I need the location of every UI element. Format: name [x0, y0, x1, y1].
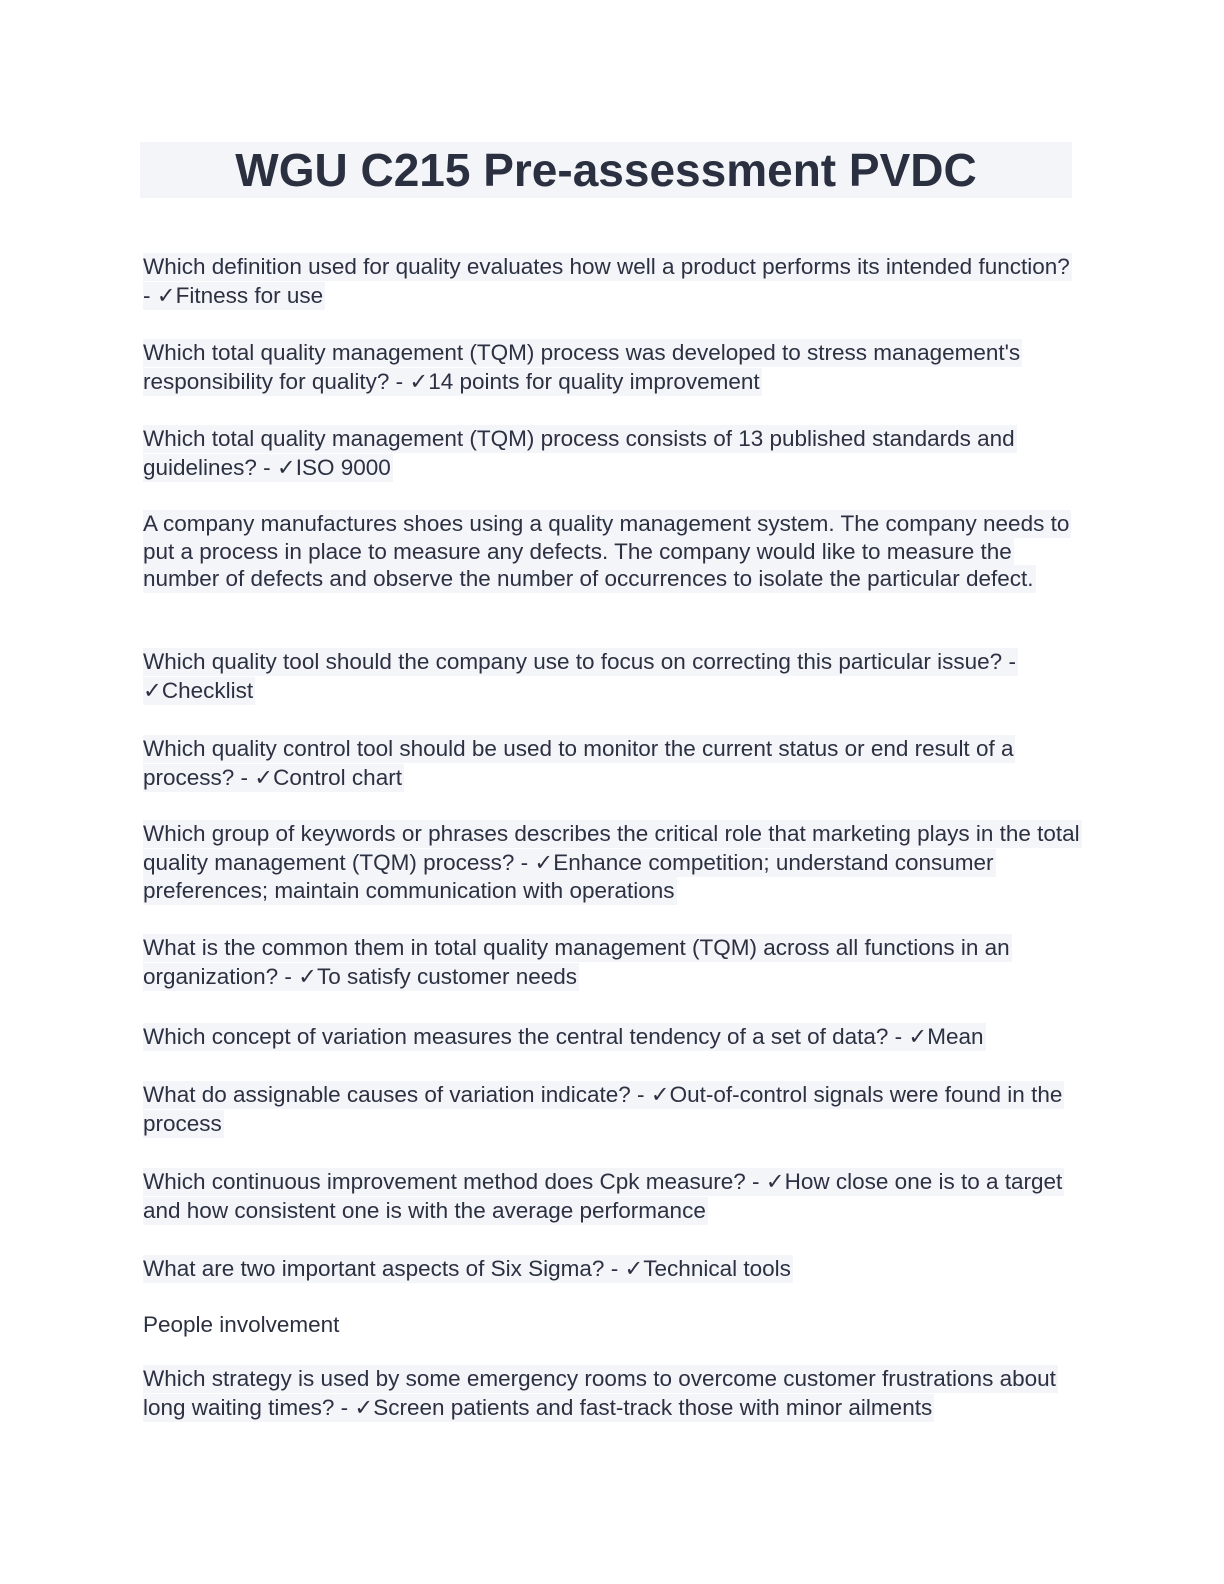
qa-paragraph — [143, 1254, 1083, 1283]
qa-text: A company manufactures shoes using a quality management system. The company needs to put a process in place to measure any defects. The company would like to measure the number of defects and observe the number of occurrences to isolate the particular defect. — [143, 511, 1070, 591]
qa-text: Which total quality management (TQM) process was developed to stress management's responsibility for quality? - ✓14 points for quality improvement — [143, 340, 1021, 394]
qa-paragraph — [143, 1081, 1083, 1138]
qa-text: What is the common them in total quality management (TQM) across all functions in an organization? - ✓To satisfy customer needs — [143, 935, 1010, 989]
qa-text: What do assignable causes of variation indicate? - ✓Out-of-control signals were found in the process — [143, 1082, 1063, 1136]
qa-text: People involvement — [143, 1312, 340, 1337]
qa-paragraph — [143, 510, 1083, 593]
title-banner — [140, 142, 1072, 198]
qa-paragraph — [143, 1364, 1083, 1422]
qa-text: Which quality tool should the company use to focus on correcting this particular issue? - ✓Checklist — [143, 649, 1016, 703]
qa-paragraph — [143, 647, 1083, 705]
qa-paragraph — [143, 734, 1083, 792]
qa-paragraph — [143, 820, 1083, 906]
qa-paragraph — [143, 1022, 1083, 1051]
qa-text: Which definition used for quality evaluates how well a product performs its intended function? - ✓Fitness for use — [143, 254, 1070, 308]
page-title: WGU C215 Pre-assessment PVDC — [235, 144, 977, 196]
qa-paragraph — [143, 252, 1083, 310]
qa-text: Which group of keywords or phrases describes the critical role that marketing plays in the total quality management (TQM) process? - ✓Enhance competition; understand consumer preferences; maintain communication with operations — [143, 821, 1080, 903]
qa-paragraph — [143, 424, 1083, 482]
qa-paragraph — [143, 1168, 1083, 1225]
qa-text: Which continuous improvement method does Cpk measure? - ✓How close one is to a target and how consistent one is with the average performance — [143, 1169, 1063, 1223]
qa-text: Which quality control tool should be used to monitor the current status or end result of a process? - ✓Control chart — [143, 736, 1014, 790]
qa-text: What are two important aspects of Six Sigma? - ✓Technical tools — [143, 1256, 791, 1281]
qa-paragraph — [143, 1310, 1083, 1339]
qa-text: Which total quality management (TQM) process consists of 13 published standards and guidelines? - ✓ISO 9000 — [143, 426, 1015, 480]
qa-paragraph — [143, 338, 1083, 396]
qa-text: Which strategy is used by some emergency rooms to overcome customer frustrations about long waiting times? - ✓Screen patients and fast-track those with minor ailments — [143, 1366, 1056, 1420]
qa-text: Which concept of variation measures the central tendency of a set of data? - ✓Mean — [143, 1024, 984, 1049]
qa-paragraph — [143, 933, 1083, 991]
